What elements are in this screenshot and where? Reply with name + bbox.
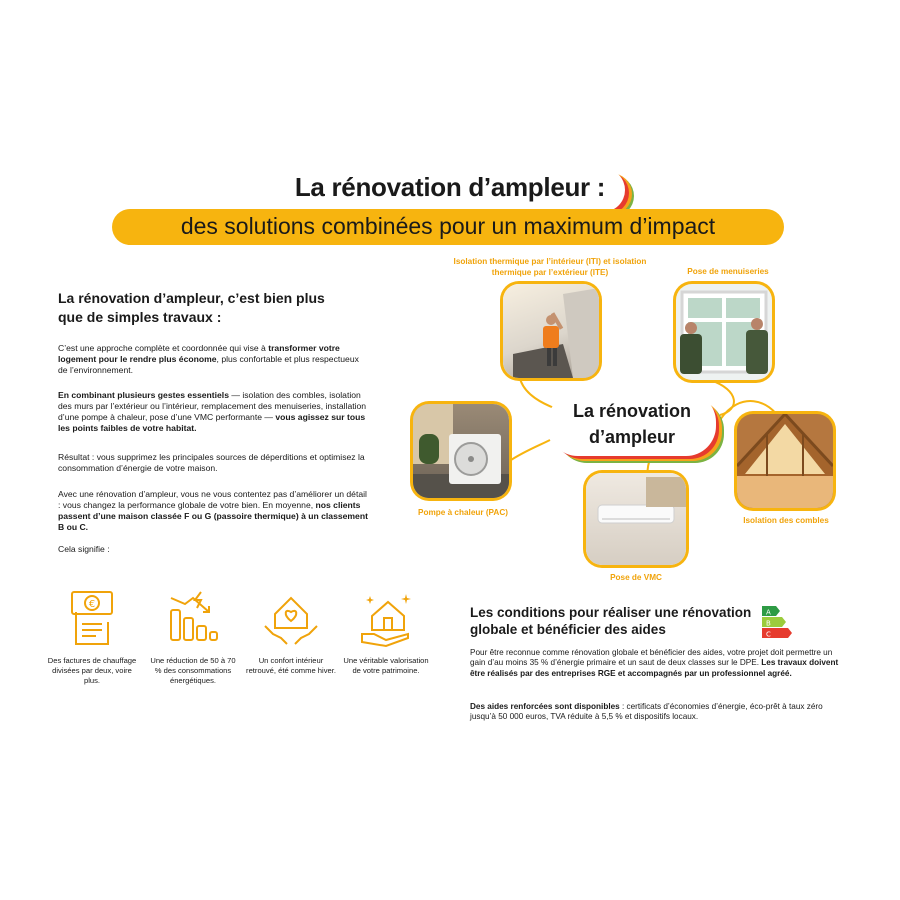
menuiseries-photo bbox=[676, 284, 772, 380]
conditions-paragraph bbox=[470, 648, 850, 679]
energy-class-b: B bbox=[766, 619, 771, 628]
svg-text:€: € bbox=[88, 599, 96, 610]
vmc-label: Pose de VMC bbox=[610, 573, 662, 582]
benefit-value-caption: Une véritable valorisation de votre patrimoine. bbox=[343, 656, 429, 675]
menuiseries-label: Pose de menuiseries bbox=[687, 267, 769, 276]
benefit-bills bbox=[47, 588, 137, 686]
conditions-text-a: Pour être reconnue comme rénovation globale et bénéficier des aides, votre projet doit permettre un gain d’au moins 35 % d’énergie primaire et un saut de deux classes sur le DPE. bbox=[470, 648, 833, 668]
gestures-text-a: En combinant plusieurs gestes essentiels bbox=[58, 390, 229, 400]
iti-photo bbox=[503, 284, 599, 378]
energy-class-a: A bbox=[766, 608, 771, 617]
house-hand-sparkle-icon bbox=[356, 588, 416, 648]
bill-euro-icon bbox=[62, 588, 122, 648]
bar-chart-down-icon bbox=[163, 588, 223, 648]
aids-text-b: : certificats d’économies d’énergie, éco-prêt à taux zéro jusqu’à 50 000 euros, TVA réduite à 5,5 % et dispositifs locaux. bbox=[470, 702, 823, 722]
intro-text-b: transformer votre logement pour le rendre plus économe bbox=[58, 343, 340, 364]
performance-paragraph bbox=[58, 489, 368, 533]
conditions-heading: Les conditions pour réaliser une rénovation globale et bénéficier des aides bbox=[470, 605, 752, 637]
intro-text-c: , plus confortable et plus respectueux de l’environnement. bbox=[58, 354, 359, 375]
conditions-text-b: Les travaux doivent être réalisés par des entreprises RGE et accompagnés par un professionnel agréé. bbox=[470, 658, 839, 678]
energy-label-icon bbox=[762, 606, 796, 638]
benefit-bills-caption: Des factures de chauffage divisées par deux, voire plus. bbox=[47, 656, 137, 685]
intro-paragraph bbox=[58, 343, 368, 376]
gestures-text-b: — isolation des combles, isolation des murs par l’extérieur ou l’intérieur, remplacement des menuiseries, installation d’une pompe à chaleur, pose d’une VMC performante — bbox=[58, 390, 367, 422]
page-subtitle: des solutions combinées pour un maximum d’impact bbox=[180, 213, 716, 239]
center-title bbox=[548, 398, 716, 450]
energy-class-c: C bbox=[766, 630, 771, 638]
means-paragraph: Cela signifie : bbox=[58, 544, 110, 554]
center-title-line1: La rénovation bbox=[572, 401, 692, 421]
benefit-consumption bbox=[148, 588, 238, 686]
benefit-value bbox=[341, 588, 431, 676]
page-title: La rénovation d’ampleur : bbox=[294, 172, 606, 202]
benefit-comfort bbox=[246, 588, 336, 676]
gestures-paragraph bbox=[58, 390, 368, 434]
performance-text-b: nos clients passent d’une maison classée F ou G (passoire thermique) à un classement B ou C. bbox=[58, 500, 368, 532]
left-heading: La rénovation d’ampleur, c’est bien plus que de simples travaux : bbox=[58, 290, 325, 325]
gestures-text-c: vous agissez sur tous les points faibles de votre habitat. bbox=[58, 412, 366, 433]
pac-label: Pompe à chaleur (PAC) bbox=[418, 508, 508, 517]
aids-paragraph bbox=[470, 702, 850, 723]
combles-photo bbox=[737, 414, 833, 508]
vmc-photo bbox=[586, 473, 686, 565]
iti-label: Isolation thermique par l’intérieur (ITI) et isolation thermique par l’extérieur (ITE) bbox=[453, 257, 647, 277]
benefit-comfort-caption: Un confort intérieur retrouvé, été comme hiver. bbox=[246, 656, 336, 675]
benefit-consumption-caption: Une réduction de 50 à 70 % des consommations énergétiques. bbox=[150, 656, 236, 685]
house-heart-hands-icon bbox=[261, 588, 321, 648]
pac-photo bbox=[413, 404, 509, 498]
center-title-line2: d’ampleur bbox=[588, 427, 676, 447]
combles-label: Isolation des combles bbox=[743, 516, 829, 525]
intro-text-a: C’est une approche complète et coordonnée qui vise à bbox=[58, 343, 269, 353]
aids-text-a: Des aides renforcées sont disponibles bbox=[470, 702, 620, 711]
result-paragraph: Résultat : vous supprimez les principales sources de déperditions et optimisez la consommation d’énergie de votre maison. bbox=[58, 452, 365, 473]
performance-text-a: Avec une rénovation d’ampleur, vous ne vous contentez pas d’améliorer un détail : vous changez la performance globale de votre bien. En moyenne, bbox=[58, 489, 367, 510]
